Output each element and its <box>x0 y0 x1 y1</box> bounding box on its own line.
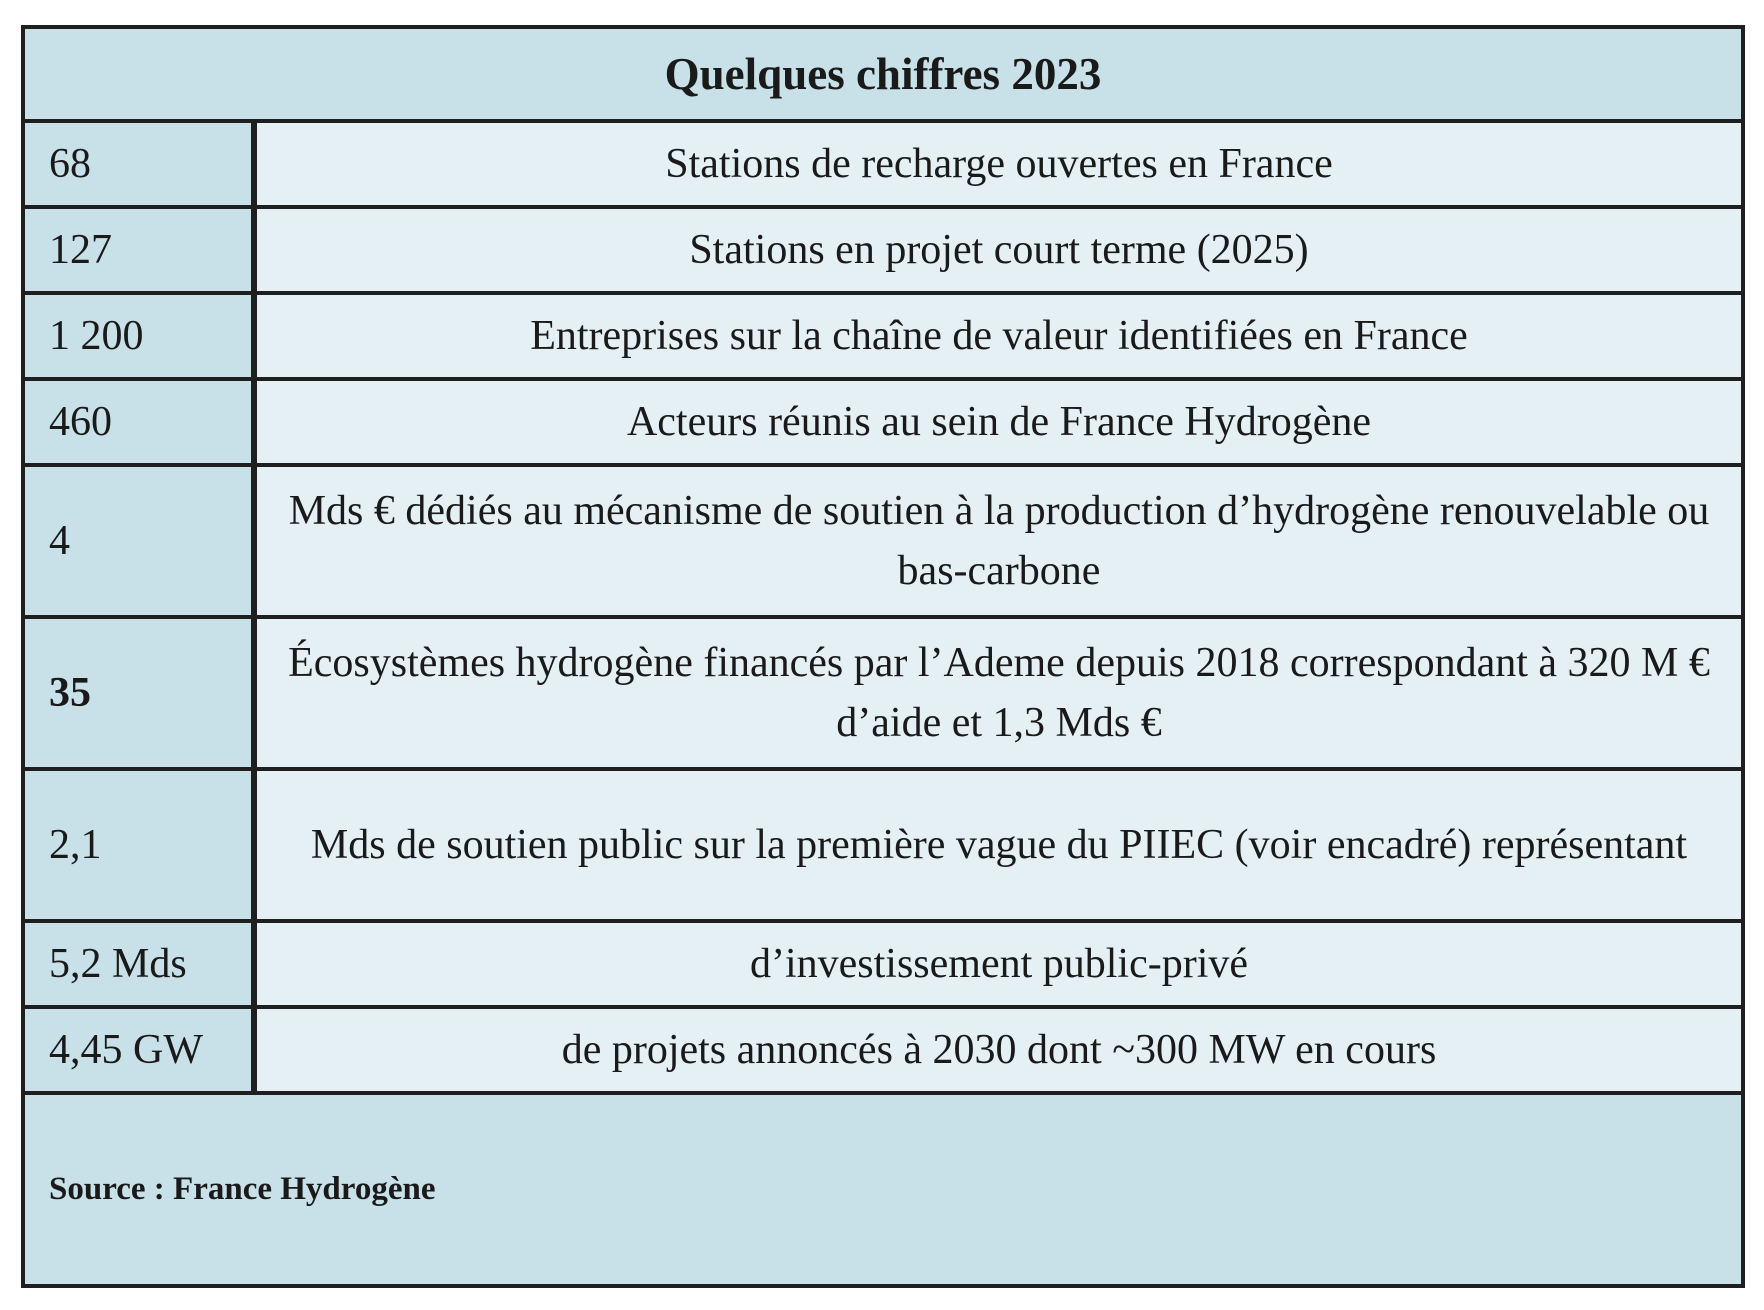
row-description: Acteurs réunis au sein de France Hydrogène <box>257 381 1741 463</box>
row-value: 1 200 <box>25 295 251 377</box>
table-row <box>25 295 1741 377</box>
table-row <box>25 381 1741 463</box>
table-row <box>25 1009 1741 1091</box>
table-title: Quelques chiffres 2023 <box>25 29 1741 119</box>
row-description: de projets annoncés à 2030 dont ~300 MW en cours <box>257 1009 1741 1091</box>
row-description: Mds € dédiés au mécanisme de soutien à la production d’hydrogène renouvelable ou bas-carbone <box>257 467 1741 615</box>
row-description: Mds de soutien public sur la première vague du PIIEC (voir encadré) représentant <box>257 771 1741 919</box>
row-description: d’investissement public-privé <box>257 923 1741 1005</box>
row-description: Stations en projet court terme (2025) <box>257 209 1741 291</box>
row-value: 4,45 GW <box>25 1009 251 1091</box>
table-row <box>25 209 1741 291</box>
row-value: 5,2 Mds <box>25 923 251 1005</box>
row-description: Stations de recharge ouvertes en France <box>257 123 1741 205</box>
row-value: 68 <box>25 123 251 205</box>
table-row <box>25 467 1741 615</box>
row-value: 35 <box>25 619 251 767</box>
row-value: 4 <box>25 467 251 615</box>
row-description: Entreprises sur la chaîne de valeur identifiées en France <box>257 295 1741 377</box>
source-note: Source : France Hydrogène <box>25 1095 1741 1284</box>
stats-table <box>21 25 1745 1288</box>
table-row <box>25 771 1741 919</box>
row-value: 460 <box>25 381 251 463</box>
row-description: Écosystèmes hydrogène financés par l’Ademe depuis 2018 correspondant à 320 M € d’aide et 1,3 Mds € <box>257 619 1741 767</box>
row-value: 127 <box>25 209 251 291</box>
row-value: 2,1 <box>25 771 251 919</box>
table-row <box>25 923 1741 1005</box>
table-row <box>25 619 1741 767</box>
table-row <box>25 123 1741 205</box>
